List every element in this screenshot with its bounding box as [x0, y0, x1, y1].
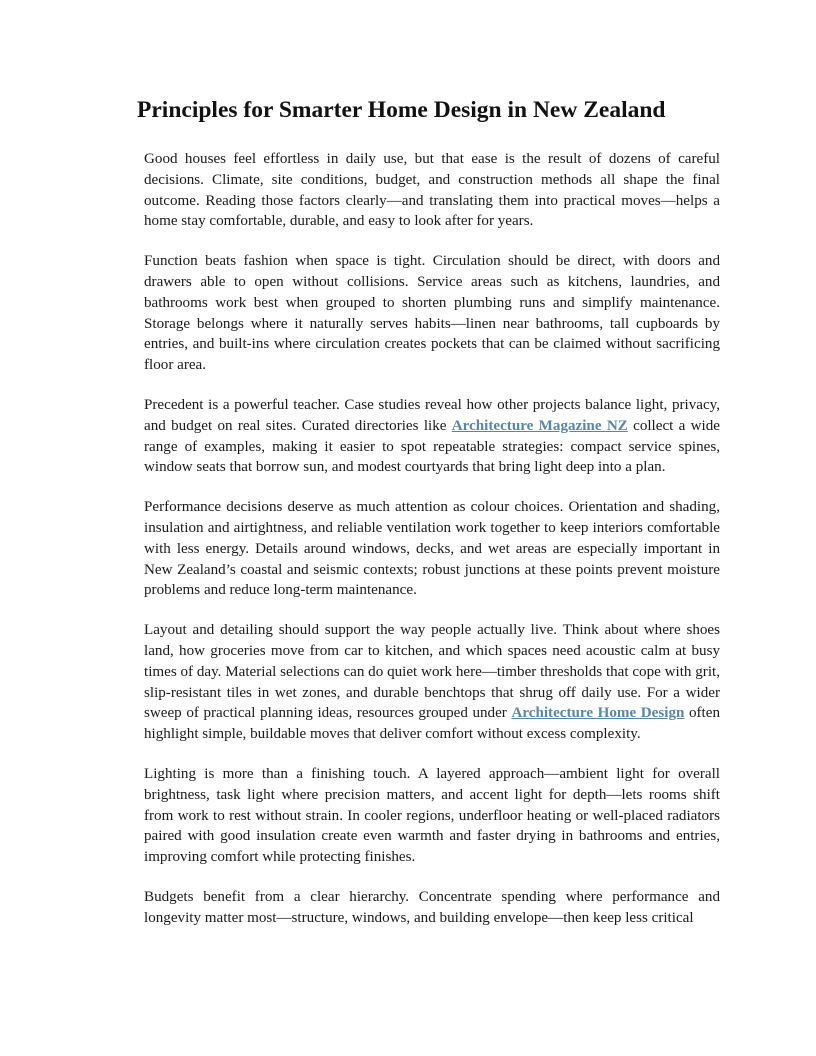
article-body: [144, 149, 720, 948]
paragraph-precedent-text-end: collect a wide range of examples, making it easier to spot repeatable strategies: compact service spines, window seats that borrow sun, and modest courtyards that bring light deep into a plan.: [144, 417, 720, 476]
paragraph-layout-text-start: Layout and detailing should support the way people actually live. Think about where shoes land, how groceries move from car to kitchen, and which spaces need acoustic calm at busy times of day. Material selections can do quiet work here—timber thresholds that cope with grit, slip-resistant tiles in wet zones, and durable benchtops that shrug off daily use. For a wider sweep of practical planning ideas, resources grouped under: [144, 622, 720, 722]
paragraph-precedent: [144, 395, 720, 478]
paragraph-precedent-text-start: Precedent is a powerful teacher. Case studies reveal how other projects balance light, privacy, and budget on real sites. Curated directories like: [144, 396, 720, 434]
paragraph-layout: [144, 620, 720, 745]
paragraph-layout-text-end: often highlight simple, buildable moves that deliver comfort without excess complexity.: [144, 705, 720, 743]
architecture-home-design-link[interactable]: Architecture Home Design: [511, 705, 685, 722]
paragraph-lighting: Lighting is more than a finishing touch. A layered approach—ambient light for overall brightness, task light where precision matters, and accent light for depth—lets rooms shift from work to rest without strain. In cooler regions, underfloor heating or well-placed radiators paired with good insulation create even warmth and faster drying in bathrooms and entries, improving comfort while protecting finishes.: [144, 765, 720, 866]
paragraph-performance: Performance decisions deserve as much attention as colour choices. Orientation and shading, insulation and airtightness, and reliable ventilation work together to keep interiors comfortable with less energy. Details around windows, decks, and wet areas are especially important in New Zealand’s coastal and seismic contexts; robust junctions at these points prevent moisture problems and reduce long-term maintenance.: [144, 499, 720, 599]
paragraph-budgets: Budgets benefit from a clear hierarchy. Concentrate spending where performance and longevity matter most—structure, windows, and building envelope—then keep less critical: [144, 888, 720, 926]
page-title: Principles for Smarter Home Design in New Zealand: [137, 97, 666, 123]
architecture-magazine-nz-link[interactable]: Architecture Magazine NZ: [451, 417, 628, 434]
paragraph-function: Function beats fashion when space is tight. Circulation should be direct, with doors and drawers able to open without collisions. Service areas such as kitchens, laundries, and bathrooms work best when grouped to shorten plumbing runs and simplify maintenance. Storage belongs where it naturally serves habits—linen near bathrooms, tall cupboards by entries, and built-ins where circulation creates pockets that can be claimed without sacrificing floor area.: [144, 253, 720, 374]
paragraph-intro: Good houses feel effortless in daily use, but that ease is the result of dozens of careful decisions. Climate, site conditions, budget, and construction methods all shape the final outcome. Reading those factors clearly—and translating them into practical moves—helps a home stay comfortable, durable, and easy to look after for years.: [144, 151, 720, 230]
